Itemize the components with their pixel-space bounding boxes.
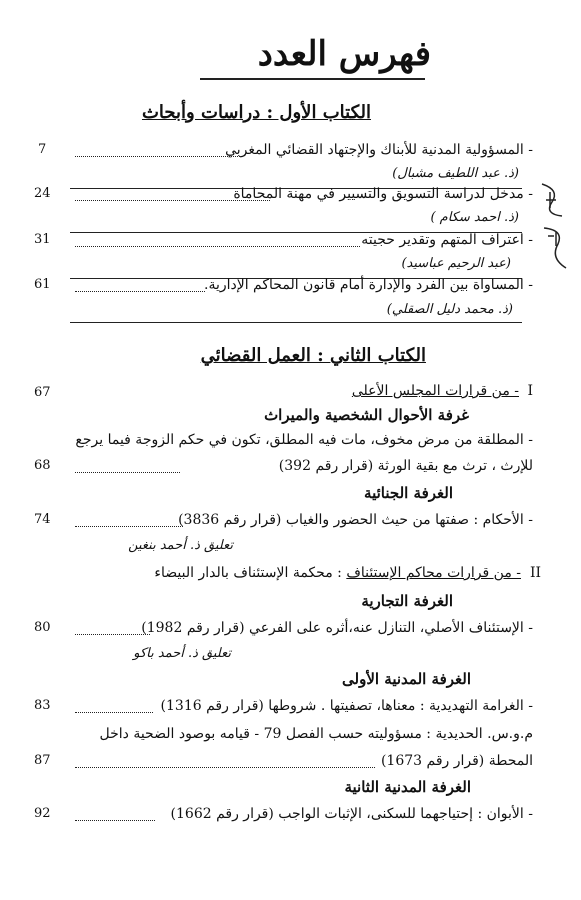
page-number: 31 [34, 232, 51, 247]
page-number: 74 [34, 512, 51, 527]
leader-dots [75, 634, 150, 635]
title-underline [200, 78, 425, 80]
entry-title: - الأحكام : صفتها من حيث الحضور والغياب (قرار رقم 3836) [178, 512, 533, 528]
entry-author: (ذ. محمد دليل الصقلي) [386, 302, 513, 317]
entry-author: (ذ. عبد اللطيف مشبال) [392, 166, 519, 181]
entry-title-cont: المحطة (قرار رقم 1673) [380, 753, 533, 769]
part-numeral: I [527, 383, 533, 399]
page-number: 92 [34, 806, 51, 821]
separator [70, 322, 522, 323]
page-number: 68 [34, 458, 51, 473]
leader-dots [75, 472, 180, 473]
page-number: 80 [34, 620, 51, 635]
book1-heading: الكتاب الأول : دراسات وأبحاث [141, 102, 371, 123]
page-number: 83 [34, 698, 51, 713]
chamber-heading: الغرفة المدنية الثانية [344, 778, 471, 796]
entry-title: - الغرامة التهديدية : معناها، تصفيتها . شروطها (قرار رقم 1316) [160, 698, 533, 714]
commentary-author: تعليق ذ. أحمد باكو [133, 646, 231, 661]
chamber-heading: الغرفة التجارية [361, 592, 453, 610]
leader-dots [75, 291, 205, 292]
part2-label [154, 565, 521, 581]
chamber-heading: غرفة الأحوال الشخصية والميراث [264, 406, 469, 424]
entry-title: - اعتراف المتهم وتقدير حجيته [361, 232, 533, 248]
leader-dots [75, 156, 240, 157]
entry-author: (ذ. احمد سكام ) [430, 210, 519, 225]
page-number: 61 [34, 277, 51, 292]
entry-author: (عبد الرحيم عباسيد) [401, 256, 511, 271]
part2-label-main: - من قرارات محاكم الإستئناف [346, 565, 521, 581]
entry-title: - المساواة بين الفرد والإدارة أمام قانون المحاكم الإدارية. [204, 277, 533, 293]
entry-title: - مدخل لدراسة التسويق والتسيير في مهنة المحاماة [233, 186, 533, 202]
leader-dots [75, 820, 155, 821]
chamber-heading: الغرفة المدنية الأولى [342, 670, 471, 688]
leader-dots [75, 712, 153, 713]
leader-dots [75, 246, 360, 247]
commentary-author: تعليق ذ. أحمد بنغين [128, 538, 233, 553]
leader-dots [75, 767, 375, 768]
part2-label-rest: : محكمة الإستئناف بالدار البيضاء [154, 565, 342, 581]
page-number: 24 [34, 186, 51, 201]
entry-title: م.و.س. الحديدية : مسؤوليته حسب الفصل 79 - قيامه بوصود الضحية داخل [99, 726, 533, 742]
part1-label: - من قرارات المجلس الأعلى [351, 383, 519, 399]
page-number: 7 [38, 142, 47, 157]
entry-title: - الإستئناف الأصلي، التنازل عنه،أثره على الفرعي (قرار رقم 1982) [141, 620, 533, 636]
page-number: 67 [34, 385, 51, 400]
handwritten-mark-icon [538, 180, 568, 220]
part-numeral: II [529, 565, 541, 581]
entry-title: - المطلقة من مرض مخوف، مات فيه المطلق، تكون في حكم الزوجة فيما يرجع [75, 432, 533, 448]
entry-title-cont: للإرث ، ترث مع بقية الورثة (قرار رقم 392) [278, 458, 533, 474]
page-title: فهرس العدد [257, 34, 431, 74]
page-number: 87 [34, 753, 51, 768]
leader-dots [75, 200, 270, 201]
entry-title: - الأبوان : إحتياجهما للسكنى، الإثبات الواجب (قرار رقم 1662) [170, 806, 533, 822]
handwritten-mark-icon [540, 222, 572, 272]
chamber-heading: الغرفة الجنائية [364, 484, 453, 502]
entry-title: - المسؤولية المدنية للأبناك والإجتهاد القضائي المغربي [225, 142, 533, 158]
book2-heading: الكتاب الثاني : العمل القضائي [200, 345, 426, 366]
leader-dots [75, 526, 183, 527]
